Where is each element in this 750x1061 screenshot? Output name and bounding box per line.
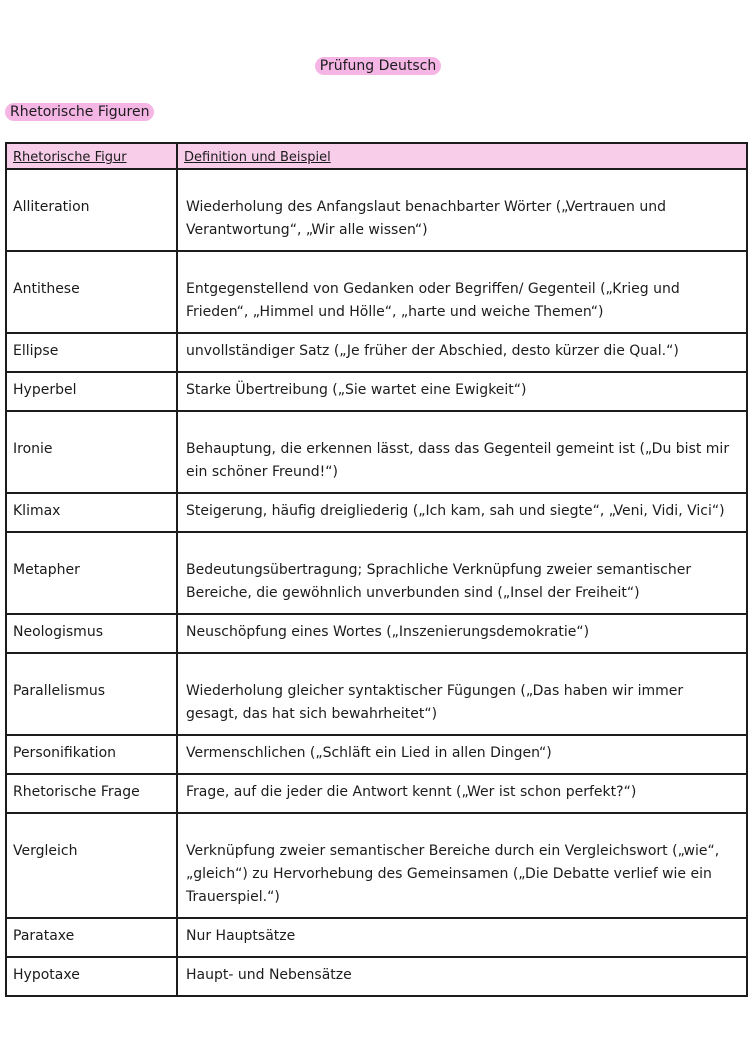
table-row bbox=[6, 532, 747, 614]
table-header-row bbox=[6, 143, 747, 169]
figure-definition: Verknüpfung zweier semantischer Bereiche durch ein Vergleichswort („wie“, „gleich“) zu Hervorhebung des Gemeinsamen („Die Debatte verlief wie ein Trauerspiel.“) bbox=[177, 813, 747, 918]
column-header-figure: Rhetorische Figur bbox=[6, 143, 177, 169]
table-row bbox=[6, 333, 747, 372]
rhetorical-figures-table bbox=[5, 142, 748, 997]
table-row bbox=[6, 957, 747, 996]
figure-definition: Wiederholung des Anfangslaut benachbarter Wörter („Vertrauen und Verantwortung“, „Wir alle wissen“) bbox=[177, 169, 747, 251]
table-row bbox=[6, 774, 747, 813]
table-row bbox=[6, 813, 747, 918]
figure-term: Metapher bbox=[6, 532, 177, 614]
table-row bbox=[6, 918, 747, 957]
table-row bbox=[6, 372, 747, 411]
figure-definition: Neuschöpfung eines Wortes („Inszenierungsdemokratie“) bbox=[177, 614, 747, 653]
figure-term: Vergleich bbox=[6, 813, 177, 918]
figure-term: Ironie bbox=[6, 411, 177, 493]
table-row bbox=[6, 411, 747, 493]
figure-definition: Behauptung, die erkennen lässt, dass das Gegenteil gemeint ist („Du bist mir ein schöner Freund!“) bbox=[177, 411, 747, 493]
figure-term: Ellipse bbox=[6, 333, 177, 372]
figure-definition: Bedeutungsübertragung; Sprachliche Verknüpfung zweier semantischer Bereiche, die gewöhnlich unverbunden sind („Insel der Freiheit“) bbox=[177, 532, 747, 614]
figure-definition: Nur Hauptsätze bbox=[177, 918, 747, 957]
figure-term: Alliteration bbox=[6, 169, 177, 251]
figure-definition: Vermenschlichen („Schläft ein Lied in allen Dingen“) bbox=[177, 735, 747, 774]
table-row bbox=[6, 169, 747, 251]
figure-definition: Steigerung, häufig dreigliederig („Ich kam, sah und siegte“, „Veni, Vidi, Vici“) bbox=[177, 493, 747, 532]
figure-definition: Haupt- und Nebensätze bbox=[177, 957, 747, 996]
figure-term: Parallelismus bbox=[6, 653, 177, 735]
figure-term: Hyperbel bbox=[6, 372, 177, 411]
table-row bbox=[6, 614, 747, 653]
figure-term: Neologismus bbox=[6, 614, 177, 653]
figure-definition: Entgegenstellend von Gedanken oder Begriffen/ Gegenteil („Krieg und Frieden“, „Himmel und Hölle“, „harte und weiche Themen“) bbox=[177, 251, 747, 333]
table-row bbox=[6, 653, 747, 735]
table-row bbox=[6, 493, 747, 532]
figure-term: Rhetorische Frage bbox=[6, 774, 177, 813]
page-title-text: Prüfung Deutsch bbox=[315, 57, 441, 75]
figure-term: Parataxe bbox=[6, 918, 177, 957]
table-row bbox=[6, 251, 747, 333]
figure-definition: Starke Übertreibung („Sie wartet eine Ewigkeit“) bbox=[177, 372, 747, 411]
figure-term: Hypotaxe bbox=[6, 957, 177, 996]
table-row bbox=[6, 735, 747, 774]
figure-definition: Frage, auf die jeder die Antwort kennt („Wer ist schon perfekt?“) bbox=[177, 774, 747, 813]
figure-definition: Wiederholung gleicher syntaktischer Fügungen („Das haben wir immer gesagt, das hat sich bewahrheitet“) bbox=[177, 653, 747, 735]
figure-definition: unvollständiger Satz („Je früher der Abschied, desto kürzer die Qual.“) bbox=[177, 333, 747, 372]
figure-term: Klimax bbox=[6, 493, 177, 532]
figure-term: Personifikation bbox=[6, 735, 177, 774]
section-heading bbox=[5, 104, 154, 120]
figure-term: Antithese bbox=[6, 251, 177, 333]
column-header-definition: Definition und Beispiel bbox=[177, 143, 747, 169]
section-heading-text: Rhetorische Figuren bbox=[5, 103, 154, 121]
page-title bbox=[0, 58, 750, 74]
